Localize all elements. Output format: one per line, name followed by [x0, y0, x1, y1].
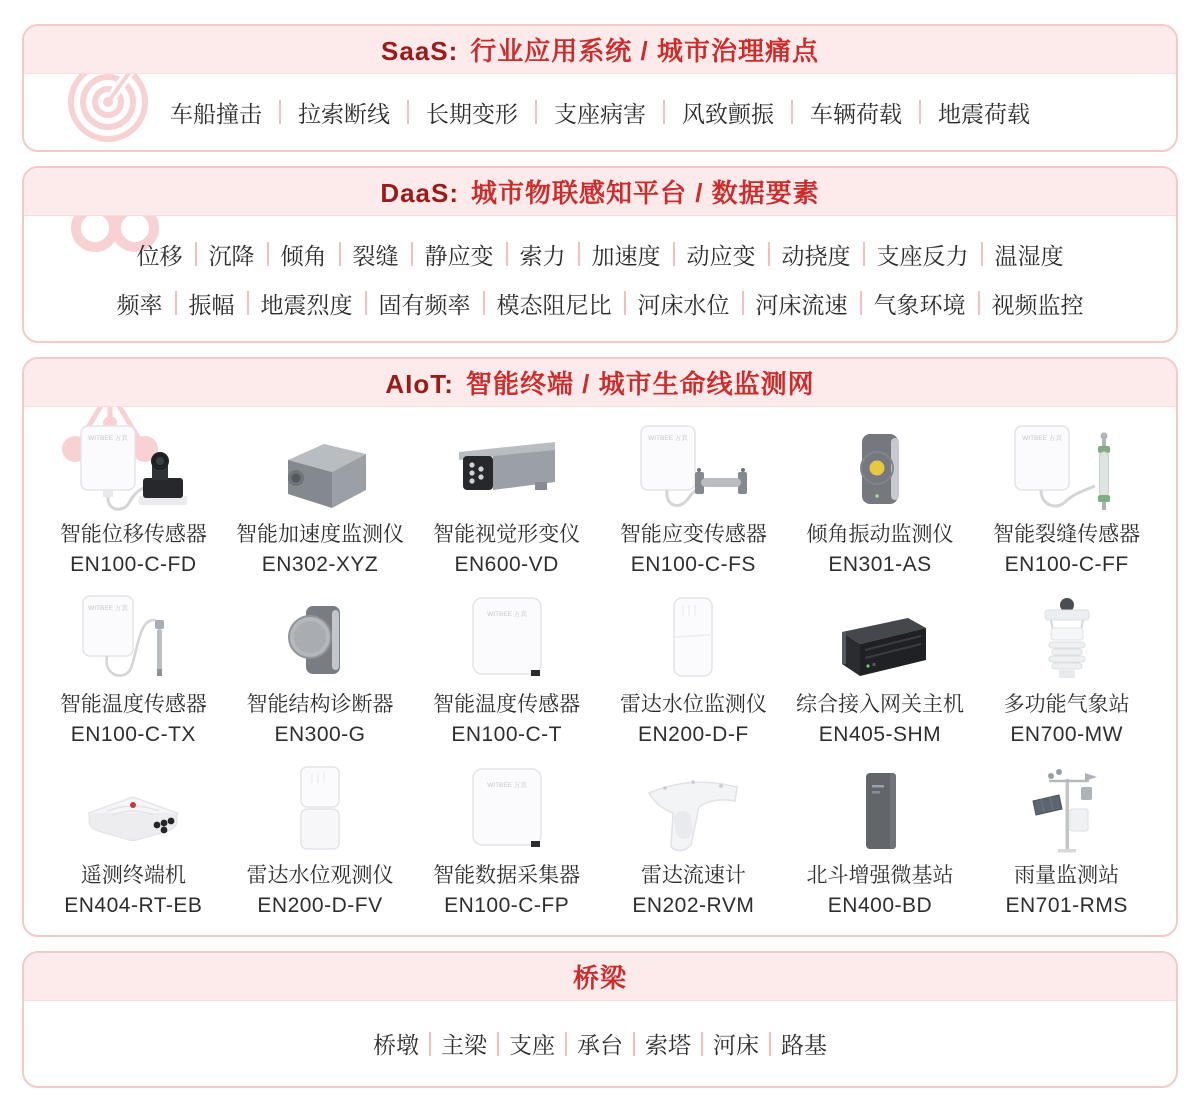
product-name: 智能加速度监测仪: [235, 522, 404, 546]
product-model: EN405-SHM: [818, 723, 942, 747]
product-model: EN302-XYZ: [261, 552, 379, 576]
item-label: 动挠度: [781, 242, 851, 269]
svg-text:WITBEE 万宾: WITBEE 万宾: [486, 611, 527, 619]
gateway-rack-image: [820, 590, 940, 690]
product-model: EN404-RT-EB: [64, 894, 203, 917]
item-label: 河床流速: [755, 291, 848, 318]
product-model: EN200-D-F: [637, 723, 749, 747]
item-label: 车辆荷载: [810, 100, 902, 127]
section-title-text: 智能终端 / 城市生命线监测网: [465, 369, 815, 399]
section-saas: [22, 24, 1178, 152]
product-card: [973, 754, 1160, 923]
product-card: [227, 754, 414, 923]
item-label: 倾角: [280, 242, 327, 269]
product-card: [973, 413, 1160, 582]
section-title-prefix: AIoT:: [385, 369, 454, 399]
acceleration-box-image: [260, 420, 380, 520]
section-header: [24, 953, 1176, 1001]
section-body: [24, 74, 1176, 150]
product-name: 智能应变传感器: [619, 522, 767, 546]
item-label: 位移: [136, 242, 183, 269]
svg-text:WITBEE 万宾: WITBEE 万宾: [88, 605, 129, 613]
white-tower-2-image: [260, 761, 380, 861]
product-name: 智能裂缝传感器: [993, 522, 1141, 546]
item-label: 气象环境: [873, 291, 966, 318]
product-card: [600, 413, 787, 582]
vision-camera-image: [447, 420, 567, 520]
product-card: [787, 754, 974, 923]
svg-text:WITBEE 万宾: WITBEE 万宾: [648, 434, 689, 442]
item-label: 路基: [781, 1032, 827, 1058]
product-name: 雷达水位监测仪: [619, 693, 767, 717]
white-tower-image: [633, 590, 753, 690]
item-label: 加速度: [591, 242, 661, 269]
product-model: EN301-AS: [828, 552, 932, 576]
items-row: [24, 287, 1176, 320]
product-card: [787, 584, 974, 753]
item-label: 沉降: [208, 242, 255, 269]
item-label: 振幅: [188, 291, 235, 318]
item-label: 动应变: [686, 242, 756, 269]
product-name: 雷达水位观测仪: [246, 864, 394, 887]
item-label: 索力: [519, 242, 566, 269]
tilt-monitor-image: [820, 420, 940, 520]
item-label: 支座病害: [554, 100, 646, 127]
item-label: 长期变形: [426, 100, 518, 127]
product-model: EN100-C-FF: [1004, 552, 1129, 576]
svg-text:WITBEE 万宾: WITBEE 万宾: [486, 782, 527, 789]
product-name: 遥测终端机: [80, 864, 186, 887]
product-model: EN202-RVM: [632, 894, 755, 917]
product-name: 智能视觉形变仪: [433, 522, 581, 546]
weather-multi-sensor-image: [1007, 590, 1127, 690]
product-name: 多功能气象站: [1003, 693, 1130, 717]
beidou-tower-image: [820, 761, 940, 861]
section-title: [381, 31, 819, 68]
item-label: 河床: [713, 1032, 759, 1058]
product-card: [413, 413, 600, 582]
product-model: EN100-C-T: [451, 723, 563, 747]
product-card: [600, 754, 787, 923]
section-aiot: [22, 357, 1178, 937]
product-card: [600, 584, 787, 753]
section-daas: [22, 166, 1178, 343]
section-header: [24, 168, 1176, 216]
product-name: 雨量监测站: [1014, 864, 1120, 887]
item-label: 风致颤振: [682, 100, 774, 127]
section-body: [24, 1001, 1176, 1086]
item-label: 索塔: [645, 1032, 691, 1058]
product-card: [787, 413, 974, 582]
product-model: EN700-MW: [1010, 723, 1123, 747]
product-card: [40, 754, 227, 923]
displacement-sensor-image: [73, 420, 193, 520]
product-card: [227, 413, 414, 582]
product-name: 智能结构诊断器: [246, 693, 394, 717]
product-model: EN100-C-FP: [444, 894, 570, 917]
product-name: 智能数据采集器: [433, 864, 581, 887]
svg-text:WITBEE 万宾: WITBEE 万宾: [88, 434, 129, 442]
product-name: 智能温度传感器: [433, 693, 581, 717]
product-model: EN200-D-FV: [257, 894, 383, 917]
items-row: [24, 96, 1176, 129]
product-name: 综合接入网关主机: [795, 693, 964, 717]
product-model: EN100-C-FD: [70, 552, 197, 576]
section-title-prefix: DaaS:: [380, 178, 460, 208]
temp-probe-sensor-image: [73, 590, 193, 690]
item-label: 支座反力: [876, 242, 969, 269]
crack-sensor-image: [1007, 420, 1127, 520]
white-panel-image: [447, 590, 567, 690]
item-label: 河床水位: [637, 291, 730, 318]
product-card: [40, 584, 227, 753]
item-label: 静应变: [424, 242, 494, 269]
product-model: EN600-VD: [454, 552, 559, 576]
flow-velocity-hood-image: [633, 761, 753, 861]
section-title: [380, 173, 819, 210]
product-name: 倾角振动监测仪: [806, 522, 954, 546]
section-body: [24, 407, 1176, 935]
items-row: [24, 238, 1176, 271]
product-name: 智能位移传感器: [59, 522, 207, 546]
section-title-text: 桥梁: [572, 963, 627, 993]
items-row: [24, 1027, 1176, 1060]
item-label: 地震荷载: [938, 100, 1030, 127]
product-card: [973, 584, 1160, 753]
product-card: [40, 413, 227, 582]
section-bridge: [22, 951, 1178, 1088]
section-title-text: 城市物联感知平台 / 数据要素: [471, 178, 820, 208]
section-title: [573, 958, 627, 995]
telemetry-terminal-image: [73, 761, 193, 861]
product-card: [227, 584, 414, 753]
item-label: 桥墩: [373, 1032, 419, 1058]
item-label: 温湿度: [994, 242, 1064, 269]
product-card: [413, 754, 600, 923]
product-model: EN100-C-FS: [630, 552, 756, 576]
product-model: EN100-C-TX: [70, 723, 196, 747]
structure-diagnoser-image: [260, 590, 380, 690]
white-panel-image: [447, 761, 567, 861]
item-label: 频率: [116, 291, 163, 318]
product-card: [413, 584, 600, 753]
section-title-text: 行业应用系统 / 城市治理痛点: [470, 36, 819, 66]
svg-text:WITBEE 万宾: WITBEE 万宾: [1021, 434, 1062, 442]
item-label: 拉索断线: [298, 100, 390, 127]
item-label: 车船撞击: [170, 100, 262, 127]
section-body: [24, 216, 1176, 341]
section-title: [385, 364, 814, 401]
section-header: [24, 26, 1176, 74]
item-label: 视频监控: [991, 291, 1084, 318]
product-name: 雷达流速计: [640, 864, 746, 887]
item-label: 承台: [577, 1032, 623, 1058]
product-name: 智能温度传感器: [59, 693, 207, 717]
item-label: 模态阻尼比: [496, 291, 612, 318]
item-label: 主梁: [441, 1032, 487, 1058]
product-model: EN300-G: [274, 723, 366, 747]
rain-station-image: [1007, 761, 1127, 861]
item-label: 固有频率: [378, 291, 471, 318]
product-name: 北斗增强微基站: [806, 864, 954, 887]
section-title-prefix: SaaS:: [381, 36, 459, 66]
section-header: [24, 359, 1176, 407]
item-label: 地震烈度: [260, 291, 353, 318]
item-label: 裂缝: [352, 242, 399, 269]
product-model: EN701-RMS: [1005, 894, 1128, 917]
product-model: EN400-BD: [827, 894, 933, 917]
item-label: 支座: [509, 1032, 555, 1058]
strain-sensor-image: [633, 420, 753, 520]
